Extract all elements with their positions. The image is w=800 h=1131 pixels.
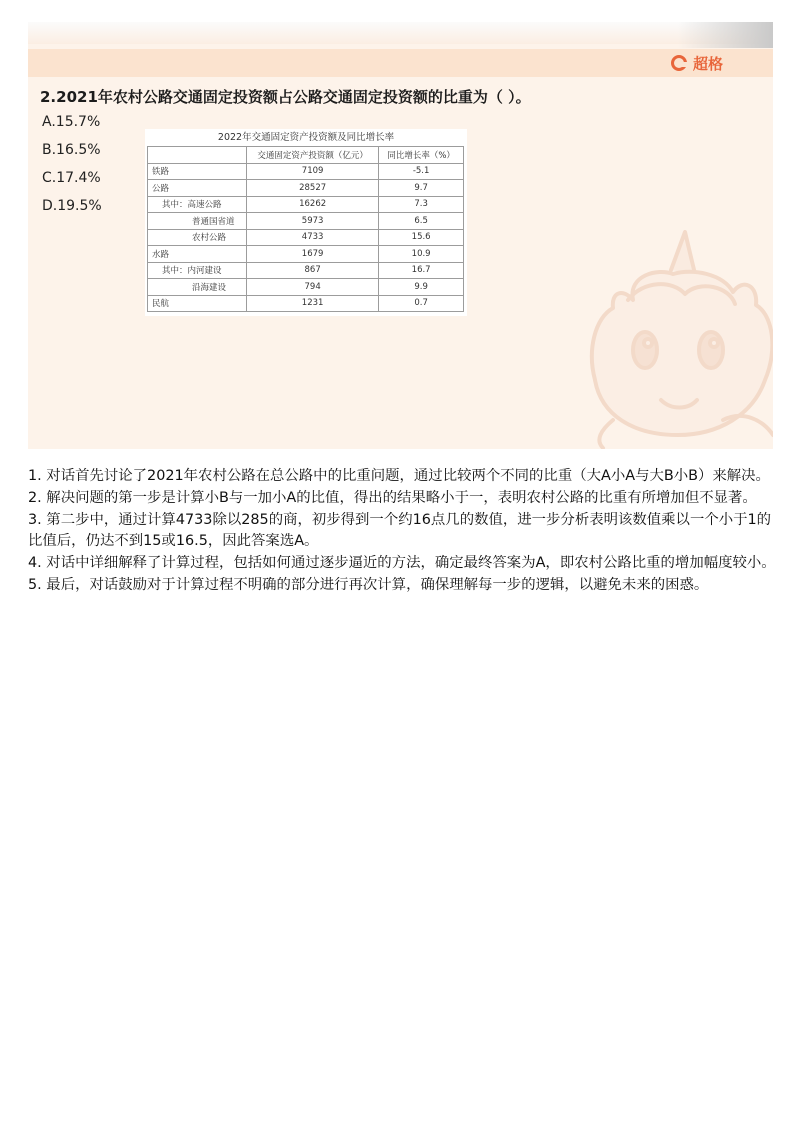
row-value: 1231 (247, 295, 379, 312)
unicorn-mascot-icon (573, 230, 773, 449)
option-a[interactable]: A.15.7% (42, 114, 101, 130)
summary-item: 1. 对话首先讨论了2021年农村公路在总公路中的比重问题，通过比较两个不同的比重（大A小A与大B小B）来解决。 (28, 468, 770, 484)
question-screenshot (28, 22, 773, 449)
brand-logo-icon (671, 55, 687, 71)
table-header: 同比增长率（%） (379, 147, 464, 164)
top-strip (28, 22, 773, 44)
row-growth: 9.9 (379, 279, 464, 296)
table-row (148, 246, 464, 263)
table-header (148, 147, 247, 164)
row-value: 1679 (247, 246, 379, 263)
option-d[interactable]: D.19.5% (42, 198, 102, 214)
option-c[interactable]: C.17.4% (42, 170, 101, 186)
table-row (148, 295, 464, 312)
table-row (148, 213, 464, 230)
row-value: 5973 (247, 213, 379, 230)
row-label: 水路 (148, 246, 247, 263)
table-row (148, 196, 464, 213)
row-growth: 10.9 (379, 246, 464, 263)
row-label: 公路 (148, 180, 247, 197)
row-value: 16262 (247, 196, 379, 213)
row-growth: 0.7 (379, 295, 464, 312)
option-b[interactable]: B.16.5% (42, 142, 101, 158)
table-header-row (148, 147, 464, 164)
table-title: 2022年交通固定资产投资额及同比增长率 (217, 132, 395, 143)
row-label: 民航 (148, 295, 247, 312)
table-row (148, 163, 464, 180)
row-label: 其中：内河建设 (162, 266, 222, 277)
row-growth: 7.3 (379, 196, 464, 213)
row-growth: 16.7 (379, 262, 464, 279)
row-value: 794 (247, 279, 379, 296)
summary-item: 2. 解决问题的第一步是计算小B与一加小A的比值，得出的结果略小于一，表明农村公路的比重有所增加但不显著。 (28, 489, 757, 506)
summary-list (28, 466, 776, 597)
summary-item: 4. 对话中详细解释了计算过程，包括如何通过逐步逼近的方法，确定最终答案为A，即农村公路比重的增加幅度较小。 (28, 555, 776, 572)
investment-table (145, 129, 467, 316)
summary-item: 5. 最后，对话鼓励对于计算过程不明确的部分进行再次计算，确保理解每一步的逻辑，以避免未来的困惑。 (28, 576, 709, 593)
question-text: 2.2021年农村公路交通固定投资额占公路交通固定投资额的比重为（ ）。 (40, 88, 531, 106)
row-label: 普通国省道 (192, 216, 235, 227)
row-growth: -5.1 (379, 163, 464, 180)
row-growth: 6.5 (379, 213, 464, 230)
row-value: 867 (247, 262, 379, 279)
brand (671, 52, 723, 74)
row-label: 沿海建设 (192, 282, 227, 293)
row-value: 7109 (247, 163, 379, 180)
table-header: 交通固定资产投资额（亿元） (247, 147, 379, 164)
table-row (148, 180, 464, 197)
brand-name: 超格 (692, 54, 723, 73)
table-row (148, 279, 464, 296)
row-label: 农村公路 (192, 233, 227, 244)
row-growth: 15.6 (379, 229, 464, 246)
row-label: 铁路 (148, 163, 247, 180)
brand-bar (28, 49, 773, 77)
table-row (148, 262, 464, 279)
row-growth: 9.7 (379, 180, 464, 197)
table-row (148, 229, 464, 246)
data-table (147, 146, 464, 312)
summary-item: 3. 第二步中，通过计算4733除以285的商，初步得到一个约16点几的数值，进一步分析表明该数值乘以一个小于1的比值后，仍达不到15或16.5，因此答案选A。 (28, 511, 772, 550)
row-label: 其中：高速公路 (162, 200, 222, 211)
row-value: 28527 (247, 180, 379, 197)
row-value: 4733 (247, 229, 379, 246)
